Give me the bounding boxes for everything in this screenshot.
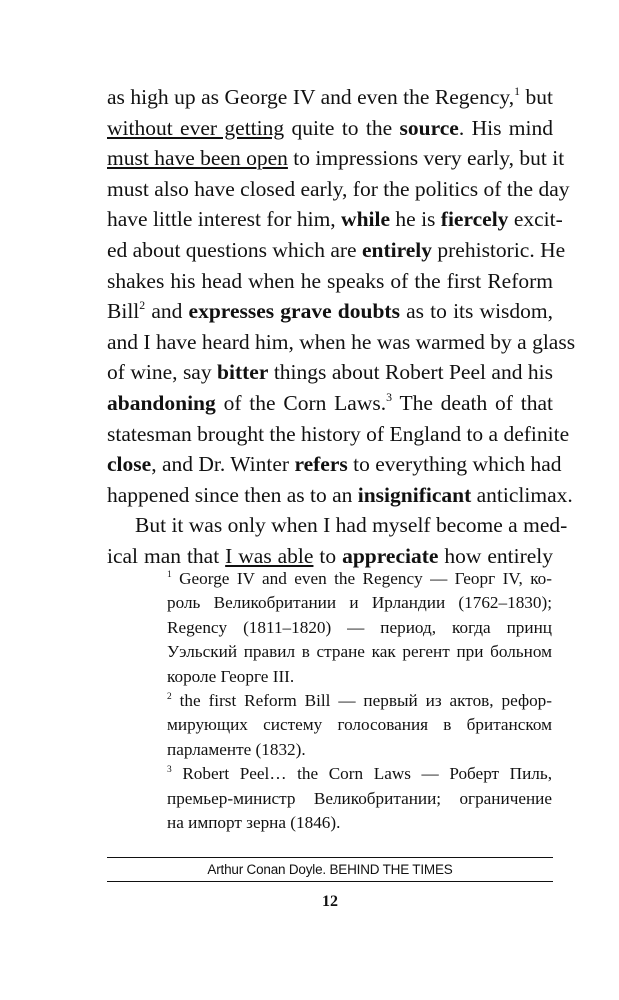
- text-line: Bill$^2$ and expresses grave doubts as to its wisdom,: [107, 298, 554, 324]
- text-line: and I have heard him, when he was warmed by a glass: [107, 329, 576, 354]
- main-text: [107, 82, 576, 572]
- text-line: shakes his head when he speaks of the first Reform: [107, 268, 553, 293]
- text-line: must have been open to impressions very early, but it: [107, 146, 565, 171]
- text-line: statesman brought the history of England to a definite: [107, 421, 570, 446]
- footer-rule-bottom: [107, 881, 553, 882]
- footnote-ref-2[interactable]: 2: [139, 298, 146, 313]
- text-line: ical man that I was able to appreciate how entirely: [107, 543, 554, 568]
- footnotes: [167, 567, 552, 835]
- footnote-number: 2: [167, 691, 172, 702]
- footnote-line: короле Георге III.: [167, 666, 295, 686]
- text-line: must also have closed early, for the politics of the day: [107, 176, 570, 201]
- text-line: ed about questions which are entirely prehistoric. He: [107, 237, 566, 262]
- text-line: have little interest for him, while he is fiercely excit-: [107, 207, 563, 232]
- text-line: without ever getting quite to the source. His mind: [107, 115, 554, 140]
- footnote-number: 1: [167, 569, 172, 580]
- footnote-line: парламенте (1832).: [167, 739, 306, 759]
- page-number: 12: [322, 893, 338, 910]
- text-line: close, and Dr. Winter refers to everything which had: [107, 452, 562, 477]
- footnote-line: премьер-министр Великобритании; ограничение: [167, 788, 552, 808]
- footnote-3: $^3$ Robert Peel… the Corn Laws — Роберт Пиль,: [167, 764, 552, 784]
- footnote-line: Уэльский правил в стране как регент при больном: [167, 642, 552, 662]
- running-footer-title: Arthur Conan Doyle. BEHIND THE TIMES: [207, 862, 453, 877]
- text-line: happened since then as to an insignificant anticlimax.: [107, 482, 573, 507]
- footnote-line: мирующих систему голосования в британском: [167, 715, 552, 735]
- text-line: abandoning of the Corn Laws.$^3$ The death of that: [107, 390, 554, 415]
- footnote-ref-1[interactable]: 1: [514, 84, 521, 99]
- text-line: of wine, say bitter things about Robert Peel and his: [107, 360, 553, 385]
- text-line: But it was only when I had myself become a med-: [135, 513, 568, 538]
- text-line: as high up as George IV and even the Regency,$^1$ but: [107, 84, 553, 109]
- footnote-number: 3: [167, 765, 172, 776]
- footer-rule-top: [107, 857, 553, 858]
- footnote-line: Regency (1811–1820) — период, когда принц: [167, 617, 552, 637]
- footnote-line: на импорт зерна (1846).: [167, 812, 341, 832]
- footnote-ref-3[interactable]: 3: [386, 390, 393, 405]
- footnote-2: $^2$ the first Reform Bill — первый из актов, рефор-: [167, 690, 552, 710]
- footnote-line: роль Великобритании и Ирландии (1762–1830);: [167, 593, 552, 613]
- footnote-1: $^1$ George IV and even the Regency — Георг IV, ко-: [167, 569, 552, 588]
